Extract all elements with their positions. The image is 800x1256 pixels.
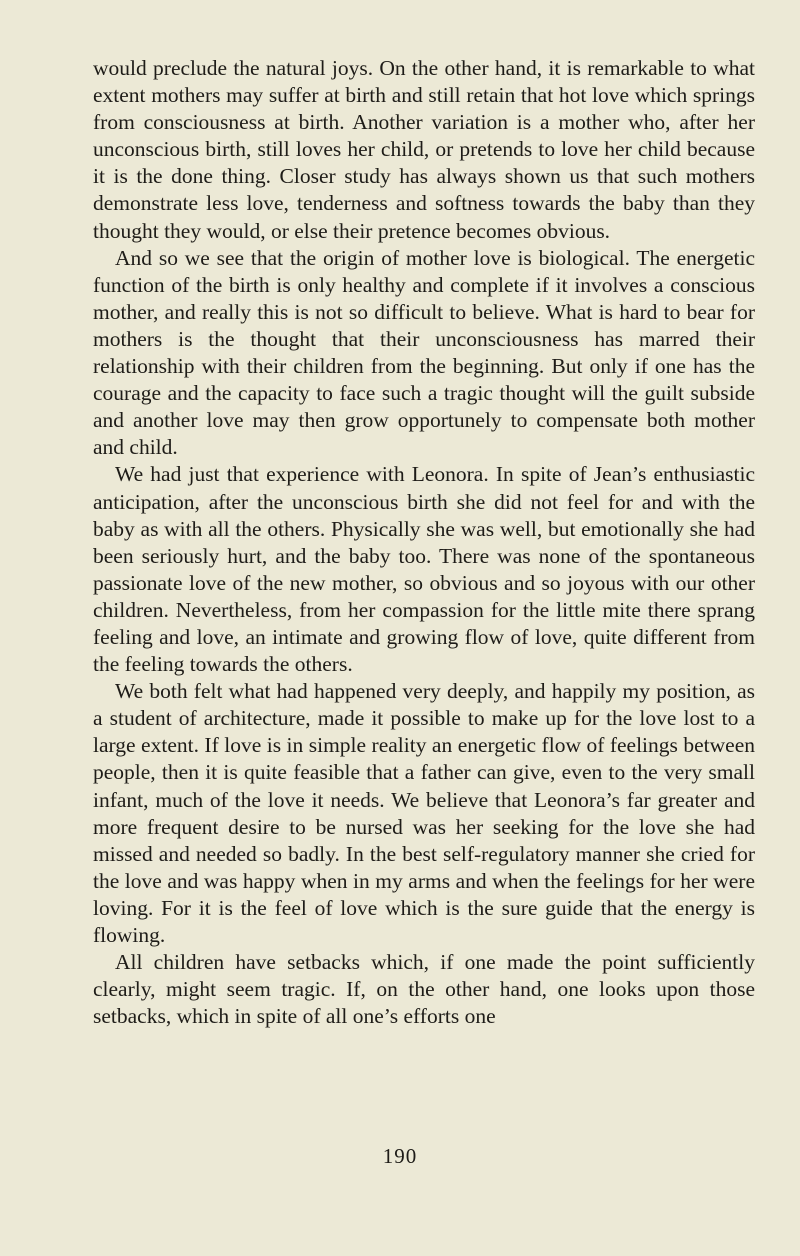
paragraph-2: And so we see that the origin of mother love is biological. The energetic function of the birth is only healthy and complete if it involves a conscious mother, and really this is not so difficult to believe. What is hard to bear for mothers is the thought that their unconsciousness has marred their relationship with their children from the beginning. But only if one has the courage and the capacity to face such a tragic thought will the guilt subside and another love may then grow opportunely to compensate both mother and child. bbox=[93, 245, 755, 460]
paragraph-5: All children have setbacks which, if one made the point sufficiently clearly, might seem tragic. If, on the other hand, one looks upon those setbacks, which in spite of all one’s efforts one bbox=[93, 950, 755, 1029]
page-body bbox=[93, 55, 755, 1030]
paragraph-3: We had just that experience with Leonora. In spite of Jean’s enthusiastic anticipation, after the unconscious birth she did not feel for and with the baby as with all the others. Physically she was well, but emotionally she had been seriously hurt, and the baby too. There was none of the spontaneous passionate love of the new mother, so obvious and so joyous with our other children. Nevertheless, from her compassion for the little mite there sprang feeling and love, an intimate and growing flow of love, quite different from the feeling towards the others. bbox=[93, 462, 755, 677]
page-number: 190 bbox=[382, 1144, 418, 1168]
paragraph-4: We both felt what had happened very deeply, and happily my position, as a student of architecture, made it possible to make up for the love lost to a large extent. If love is in simple reality an energetic flow of feelings between people, then it is quite feasible that a father can give, even to the very small infant, much of the love it needs. We believe that Leonora’s far greater and more frequent desire to be nursed was her seeking for the love she had missed and needed so badly. In the best self-regulatory manner she cried for the love and was happy when in my arms and when the feelings for her were loving. For it is the feel of love which is the sure guide that the energy is flowing. bbox=[93, 679, 755, 947]
paragraph-1: would preclude the natural joys. On the other hand, it is remarkable to what extent mothers may suffer at birth and still retain that hot love which springs from consciousness at birth. Another variation is a mother who, after her unconscious birth, still loves her child, or pretends to love her child because it is the done thing. Closer study has always shown us that such mothers demonstrate less love, tenderness and softness towards the baby than they thought they would, or else their pretence becomes obvious. bbox=[93, 56, 755, 243]
